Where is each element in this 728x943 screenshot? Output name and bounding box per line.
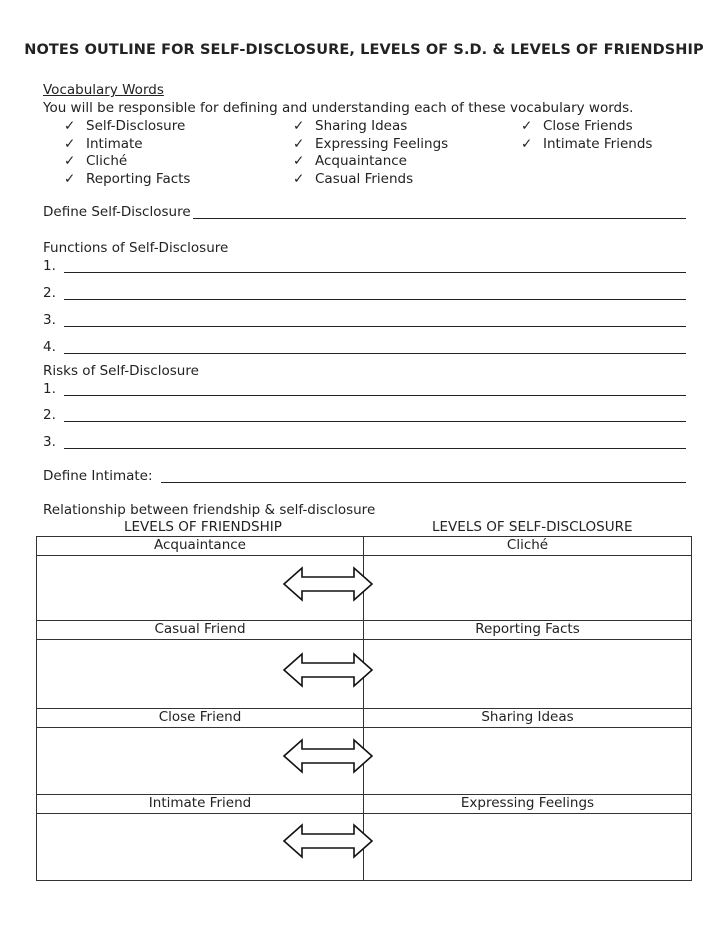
function-row: [43, 337, 686, 357]
answer-line[interactable]: [64, 353, 686, 354]
item-number: 2.: [43, 285, 56, 301]
answer-line[interactable]: [64, 421, 686, 422]
item-number: 1.: [43, 381, 56, 397]
functions-heading: Functions of Self-Disclosure: [43, 240, 229, 256]
define-intimate-label: Define Intimate:: [43, 468, 153, 484]
disclosure-level: Reporting Facts: [364, 621, 692, 640]
define-intimate-row: [43, 466, 686, 486]
writing-cell[interactable]: [364, 814, 692, 881]
define-self-disclosure-label: Define Self-Disclosure: [43, 204, 191, 220]
vocab-heading: Vocabulary Words: [43, 82, 164, 98]
item-number: 4.: [43, 339, 56, 355]
risk-row: [43, 379, 686, 399]
answer-line[interactable]: [64, 299, 686, 300]
check-icon: ✓: [293, 153, 305, 169]
check-icon: ✓: [521, 136, 533, 152]
writing-cell[interactable]: [364, 556, 692, 621]
disclosure-level: Expressing Feelings: [364, 795, 692, 814]
item-number: 3.: [43, 312, 56, 328]
function-row: [43, 256, 686, 276]
vocab-intro: You will be responsible for defining and understanding each of these vocabulary words.: [43, 100, 634, 116]
writing-cell[interactable]: [364, 640, 692, 709]
friendship-level: Acquaintance: [37, 537, 364, 556]
vocab-item: ✓ Self-Disclosure: [64, 118, 186, 134]
page-title: NOTES OUTLINE FOR SELF-DISCLOSURE, LEVELS OF S.D. & LEVELS OF FRIENDSHIP: [24, 42, 704, 58]
double-arrow-icon: [282, 566, 374, 602]
risks-heading: Risks of Self-Disclosure: [43, 363, 199, 379]
item-number: 1.: [43, 258, 56, 274]
answer-line[interactable]: [161, 482, 686, 483]
disclosure-level: Cliché: [364, 537, 692, 556]
table-row: [37, 537, 692, 556]
item-number: 3.: [43, 434, 56, 450]
check-icon: ✓: [64, 118, 76, 134]
table-row: [37, 795, 692, 814]
vocab-item: ✓ Intimate: [64, 136, 143, 152]
vocab-item: ✓ Cliché: [64, 153, 128, 169]
answer-line[interactable]: [64, 395, 686, 396]
disclosure-level: Sharing Ideas: [364, 709, 692, 728]
check-icon: ✓: [293, 171, 305, 187]
check-icon: ✓: [64, 153, 76, 169]
check-icon: ✓: [293, 136, 305, 152]
check-icon: ✓: [521, 118, 533, 134]
vocab-item: ✓ Expressing Feelings: [293, 136, 449, 152]
vocab-item: ✓ Sharing Ideas: [293, 118, 408, 134]
table-row: [37, 709, 692, 728]
define-self-disclosure-row: [43, 202, 686, 222]
self-disclosure-column-header: LEVELS OF SELF-DISCLOSURE: [432, 519, 633, 535]
friendship-level: Close Friend: [37, 709, 364, 728]
risk-row: [43, 405, 686, 425]
double-arrow-icon: [282, 652, 374, 688]
check-icon: ✓: [64, 171, 76, 187]
vocab-item: ✓ Intimate Friends: [521, 136, 653, 152]
friendship-column-header: LEVELS OF FRIENDSHIP: [124, 519, 282, 535]
item-number: 2.: [43, 407, 56, 423]
function-row: [43, 283, 686, 303]
double-arrow-icon: [282, 738, 374, 774]
double-arrow-icon: [282, 823, 374, 859]
answer-line[interactable]: [193, 218, 686, 219]
vocab-item: ✓ Casual Friends: [293, 171, 414, 187]
vocab-item: ✓ Acquaintance: [293, 153, 407, 169]
risk-row: [43, 432, 686, 452]
table-row: [37, 621, 692, 640]
check-icon: ✓: [293, 118, 305, 134]
answer-line[interactable]: [64, 448, 686, 449]
answer-line[interactable]: [64, 326, 686, 327]
friendship-level: Casual Friend: [37, 621, 364, 640]
check-icon: ✓: [64, 136, 76, 152]
friendship-level: Intimate Friend: [37, 795, 364, 814]
vocab-item: ✓ Close Friends: [521, 118, 633, 134]
vocab-item: ✓ Reporting Facts: [64, 171, 191, 187]
writing-cell[interactable]: [364, 728, 692, 795]
relationship-heading: Relationship between friendship & self-disclosure: [43, 502, 376, 518]
answer-line[interactable]: [64, 272, 686, 273]
function-row: [43, 310, 686, 330]
